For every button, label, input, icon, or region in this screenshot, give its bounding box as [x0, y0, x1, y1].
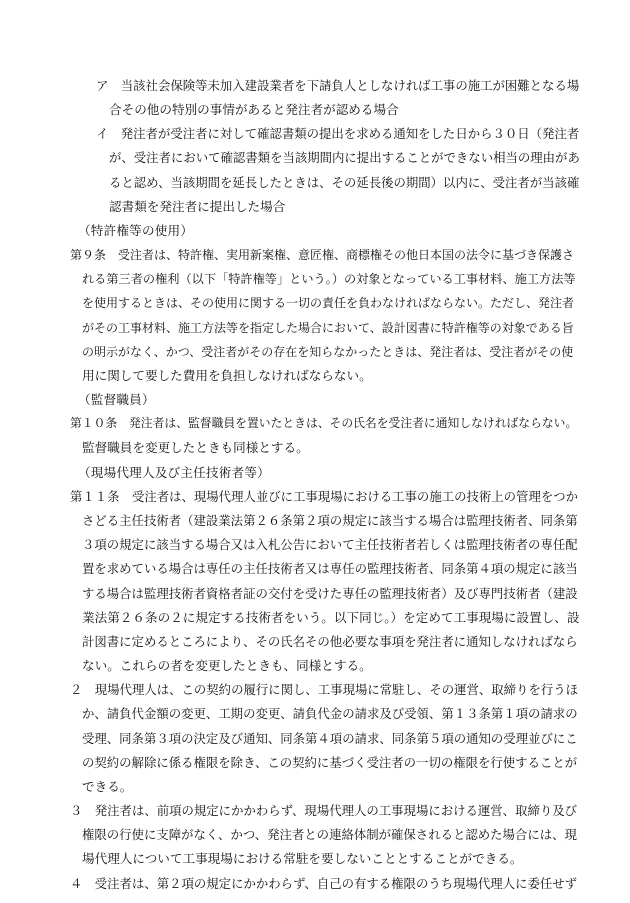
text-line: 受理、同条第３項の決定及び通知、同条第４項の請求、同条第５項の通知の受理並びにこ	[82, 731, 578, 746]
paragraph-line: ４ 受注者は、第２項の規定にかかわらず、自己の有する権限のうち現場代理人に委任せず	[70, 876, 578, 891]
text-line: 場代理人について工事現場における常駐を要しないこととすることができる。	[82, 851, 523, 866]
text-line: がその工事材料、施工方法等を指定した場合において、設計図書に特許権等の対象である旨	[82, 321, 574, 335]
text-line: れる第三者の権利（以下「特許権等」という。）の対象となっている工事材料、施工方法等	[82, 272, 576, 286]
section-heading: （監督職員）	[78, 392, 155, 407]
section-heading: （特許権等の使用）	[78, 223, 194, 238]
text-line: 合その他の特別の事情があると発注者が認める場合	[109, 102, 399, 117]
paragraph-line: ２ 現場代理人は、この契約の履行に関し、工事現場に常駐し、その運営、取締りを行うほ	[70, 682, 579, 697]
text-line: する場合は監理技術者資格者証の交付を受けた専任の監理技術者）及び専門技術者（建設	[82, 586, 578, 601]
text-line: できる。	[82, 779, 133, 794]
text-line: ると認め、当該期間を延長したときは、その延長後の期間）以内に、受注者が当該確	[109, 175, 580, 190]
text-line: さどる主任技術者（建設業法第２６条第２項の規定に該当する場合は監理技術者、同条第	[82, 513, 578, 528]
text-line: が、受注者において確認書類を当該期間内に提出することができない相当の理由があ	[109, 150, 580, 165]
text-line: 計図書に定めるところにより、その氏名その他必要な事項を発注者に通知しなければなら	[82, 634, 578, 649]
text-line: 監督職員を変更したときも同様とする。	[82, 440, 309, 455]
text-line: 用に関して要した費用を負担しなければならない。	[82, 368, 372, 383]
text-line: ない。これらの者を変更したときも、同様とする。	[82, 658, 372, 673]
text-line: 業法第２６条の２に規定する技術者をいう。以下同じ。）を定めて工事現場に設置し、設	[82, 610, 580, 625]
text-line: の契約の解除に係る権限を除き、この契約に基づく受注者の一切の権限を行使することが	[82, 755, 578, 770]
text-line: を使用するときは、その使用に関する一切の責任を負わなければならない。ただし、発注者	[82, 296, 575, 310]
text-line: 権限の行使に支障がなく、かつ、発注者との連絡体制が確保されると認めた場合には、現	[82, 827, 577, 842]
article-line: 第１１条 受注者は、現場代理人並びに工事現場における工事の施工の技術上の管理をつか	[70, 489, 579, 504]
paragraph-line: ３ 発注者は、前項の規定にかかわらず、現場代理人の工事現場における運営、取締り及び	[70, 803, 578, 818]
section-heading: （現場代理人及び主任技術者等）	[78, 465, 270, 480]
text-line: ア 当該社会保険等未加入建設業者を下請負人としなければ工事の施工が困難となる場	[96, 78, 580, 93]
text-line: ３項の規定に該当する場合又は入札公告において主任技術者若しくは監理技術者の専任配	[82, 537, 578, 552]
text-line: イ 発注者が受注者に対して確認書類の提出を求める通知をした日から３０日（発注者	[96, 126, 580, 141]
article-line: 第９条 受注者は、特許権、実用新案権、意匠権、商標権その他日本国の法令に基づき保護さ	[70, 248, 575, 262]
text-line: 認書類を発注者に提出した場合	[109, 199, 286, 214]
text-line: か、請負代金額の変更、工期の変更、請負代金の請求及び受領、第１３条第１項の請求の	[82, 706, 578, 721]
article-line: 第１０条 発注者は、監督職員を置いたときは、その氏名を受注者に通知しなければならない。	[70, 416, 578, 430]
text-line: の明示がなく、かつ、受注者がその存在を知らなかったときは、発注者は、受注者がその使	[82, 345, 574, 359]
text-line: 置を求めている場合は専任の主任技術者又は専任の監理技術者、同条第４項の規定に該当	[82, 561, 578, 576]
